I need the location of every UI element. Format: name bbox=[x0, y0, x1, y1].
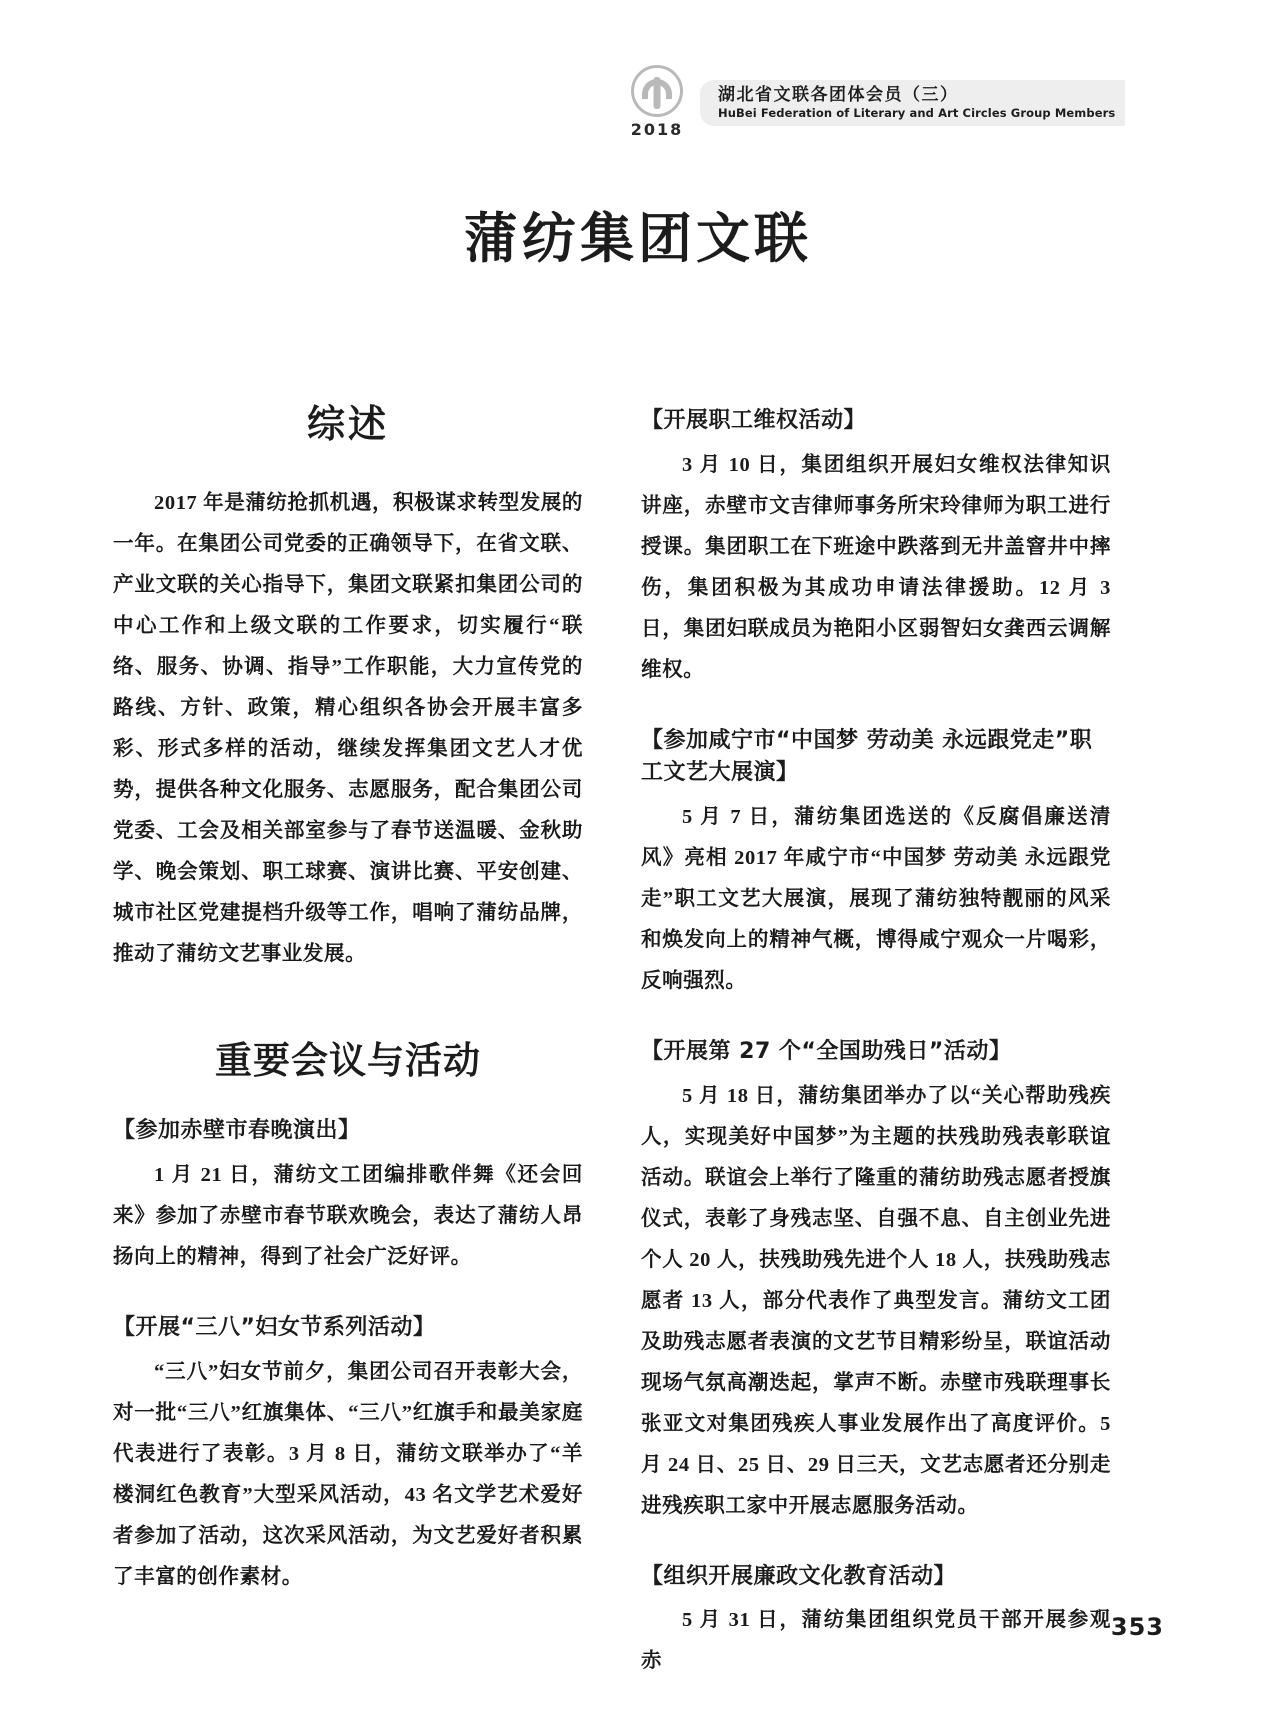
body-columns bbox=[113, 405, 1168, 1684]
subsection-paragraph: “三八”妇女节前夕，集团公司召开表彰大会，对一批“三八”红旗集体、“三八”红旗手和最美家庭代表进行了表彰。3 月 8 日，蒲纺文联举办了“羊楼洞红色教育”大型采风活动，43 名文学艺术爱好者参加了活动，这次采风活动，为文艺爱好者积累了丰富的创作素材。 bbox=[113, 1361, 583, 1589]
subsection-paragraph: 3 月 10 日，集团组织开展妇女维权法律知识讲座，赤壁市文吉律师事务所宋玲律师为职工进行授课。集团职工在下班途中跌落到无井盖窨井中摔伤，集团积极为其成功申请法律援助。12 月 3 日，集团妇联成员为艳阳小区弱智妇女龚西云调解维权。 bbox=[641, 453, 1111, 681]
publication-logo bbox=[620, 65, 694, 141]
subsection-heading: 【参加赤壁市春晚演出】 bbox=[113, 1118, 361, 1144]
page-number: 353 bbox=[1110, 1613, 1164, 1641]
right-column bbox=[641, 405, 1111, 1684]
subsection-heading: 【开展职工维权活动】 bbox=[641, 408, 867, 433]
logo-year: 2018 bbox=[630, 120, 684, 139]
header-band bbox=[700, 80, 1125, 126]
subsection-paragraph: 5 月 18 日，蒲纺集团举办了以“关心帮助残疾人，实现美好中国梦”为主题的扶残助残表彰联谊活动。联谊会上举行了隆重的蒲纺助残志愿者授旗仪式，表彰了身残志坚、自强不息、自主创业先进个人 20 人，扶残助残先进个人 18 人，扶残助残志愿者 13 人，部分代表作了典型发言。蒲纺文工团及助残志愿者表演的文艺节目精彩纷呈，联谊活动现场气氛高潮迭起，掌声不断。赤壁市残联理事长张亚文对集团残疾人事业发展作出了高度评价。5 月 24 日、25 日、29 日三天，文艺志愿者还分别走进残疾职工家中开展志愿服务活动。 bbox=[641, 1084, 1111, 1517]
page-title: 蒲纺集团文联 bbox=[464, 209, 812, 269]
crane-emblem-icon bbox=[631, 65, 683, 117]
subsection-heading: 【开展“三八”妇女节系列活动】 bbox=[113, 1315, 436, 1341]
header-title-en: HuBei Federation of Literary and Art Circles Group Members bbox=[718, 106, 1116, 121]
overview-paragraph: 2017 年是蒲纺抢抓机遇，积极谋求转型发展的一年。在集团公司党委的正确领导下，在省文联、产业文联的关心指导下，集团文联紧扣集团公司的中心工作和上级文联的工作要求，切实履行“联络、服务、协调、指导”工作职能，大力宣传党的路线、方针、政策，精心组织各协会开展丰富多彩、形式多样的活动，继续发挥集团文艺人才优势，提供各种文化服务、志愿服务，配合集团公司党委、工会及相关部室参与了春节送温暖、金秋助学、晚会策划、职工球赛、演讲比赛、平安创建、城市社区党建提档升级等工作，唱响了蒲纺品牌，推动了蒲纺文艺事业发展。 bbox=[113, 491, 583, 965]
section-heading-overview: 综述 bbox=[306, 404, 389, 446]
subsection-heading: 【组织开展廉政文化教育活动】 bbox=[641, 1563, 957, 1589]
running-header bbox=[620, 72, 1120, 139]
subsection-heading: 【开展第 27 个“全国助残日”活动】 bbox=[641, 1038, 1012, 1064]
subsection-paragraph: 5 月 31 日，蒲纺集团组织党员干部开展参观赤 bbox=[641, 1609, 1111, 1673]
subsection-paragraph: 5 月 7 日，蒲纺集团选送的《反腐倡廉送清风》亮相 2017 年咸宁市“中国梦 劳动美 永远跟党走”职工文艺大展演，展现了蒲纺独特靓丽的风采和焕发向上的精神气概，博得咸宁观众一片喝彩，反响强烈。 bbox=[641, 805, 1111, 992]
header-title-cn: 湖北省文联各团体会员（三） bbox=[718, 84, 959, 104]
section-heading-activities: 重要会议与活动 bbox=[215, 1038, 481, 1082]
left-column bbox=[113, 405, 583, 1684]
subsection-paragraph: 1 月 21 日，蒲纺文工团编排歌伴舞《还会回来》参加了赤壁市春节联欢晚会，表达了蒲纺人昂扬向上的精神，得到了社会广泛好评。 bbox=[113, 1164, 583, 1269]
subsection-heading: 【参加咸宁市“中国梦 劳动美 永远跟党走”职工文艺大展演】 bbox=[641, 727, 1093, 785]
